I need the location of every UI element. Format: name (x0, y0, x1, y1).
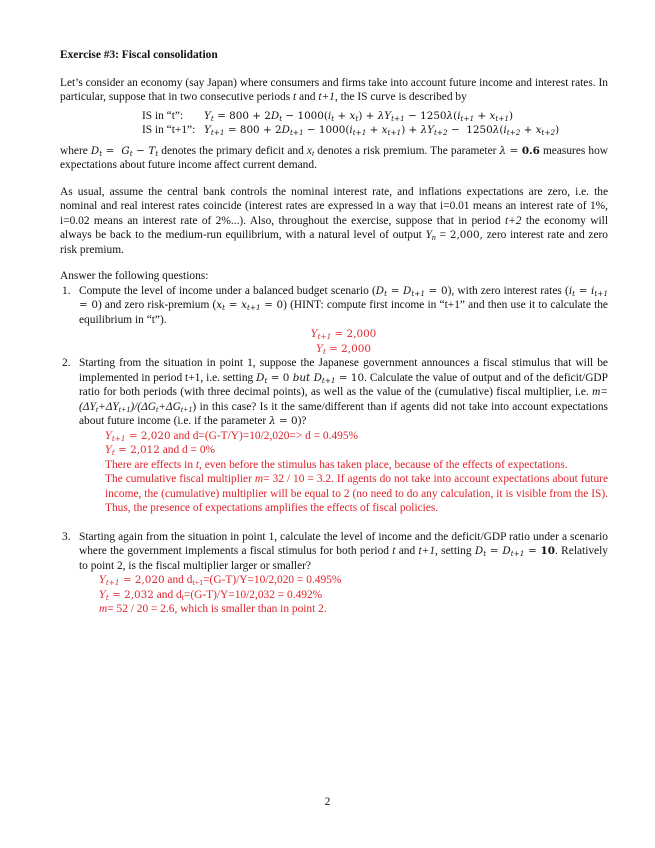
answer-3: $Y_{t+1} = 2,020$ and $d_{t+1}=(G-T)/Y=10/2,020 = 0.495\%$ $Y_t = 2,032$ and $d_t=(G-T)/Y=10/2,032 = 0.492\%$ m= 52 / 20 = 2.6, which is smaller than in point 2. (99, 574, 342, 615)
exercise-title: Exercise #3: Fiscal consolidation (60, 49, 218, 61)
question-3: 3. Starting again from the situation in point 1, calculate the level of income and the deficit/GDP ratio under a scenario where the government implements a fiscal stimulus for both period t and t+1, setting $D_t = D_{t+1} = 10$. Relatively to point 2, is the fiscal multiplier larger or smaller? $Y_{t+1} = 2,020$ and $d_{t+1}=(G-T)/Y=10/2,020 = 0.495\%$ $Y_t = 2,032$ and $d_t=(G-T)/Y=10/2,032 = 0.492\%$ m= 52 / 20 = 2.6, which is smaller than in point 2. (62, 530, 608, 615)
answer-1a: $Y_{t+1} = 2,000$ (310, 328, 377, 341)
intro-paragraph: Let’s consider an economy (say Japan) where consumers and firms take into account future income and interest rates. In particular, suppose that in two consecutive periods t and t+1, the IS curve is described by (60, 76, 608, 103)
document-page (60, 48, 608, 617)
page-number: 2 (324, 796, 331, 808)
question-1: 1. Compute the level of income under a balanced budget scenario $(D_t = D_{t+1} = 0)$, with zero interest rates $(i_t = i_{t+1} = 0)$ and zero risk-premium $(x_t = x_{t+1} = 0)$ (HINT: compute first income in “t+1” and then use it to calculate the equilibrium in “t”). $Y_{t+1} = 2,000$ $Y_t = 2,000$ (62, 284, 608, 356)
where-paragraph: where $D_t = G_t - T_t$ denotes the primary deficit and $x_t$ denotes a risk premium. The parameter λ = 0.6 measures how expectations about future income affect current demand. (60, 144, 608, 171)
is-equation-t: IS in “t”: $Y_t = 800 + 2D_t - 1000(i_t + x_t) + \lambda Y_{t+1} - 1250\lambda(i_{t+1} + x_{t+1})$ (142, 109, 514, 123)
is-equation-t1: IS in “t+1”: $Y_{t+1} = 800 + 2D_{t+1} - 1000(i_{t+1} + x_{t+1}) + \lambda Y_{t+2} - 1250\lambda(i_{t+2} + x_{t+2})$ (142, 124, 560, 137)
question-list (60, 284, 608, 617)
question-2: 2. Starting from the situation in point 1, suppose the Japanese government announces a fiscal stimulus that will be implemented in period t+1, i.e. setting $D_t = 0$ but $D_{t+1} = 10$. Calculate the value of output and of the deficit/GDP ratio for both periods (with three decimal points), as well as the value of the (cumulative) fiscal multiplier, i.e. $m=(\Delta Y_t+\Delta Y_{t+1})/(\Delta G_t+\Delta G_{t+1})$ in this case? Is it the same/different than if agents did not take into account expectations about future income (i.e. if the parameter λ = 0)? $Y_{t+1} = 2,020$ and d=(G-T/Y)=10/2,020=> d = 0.495% $Y_t = 2,012$ and d = 0% There are effects in t, even before the stimulus has taken place, because of the effects of expectations. The cumulative fiscal multiplier m= 32 / 10 = 3.2. If agents do not take into account expectations about future income, the (cumulative) multiplier will be equal to 2 (no need to do any calculation, it is visible from the IS). Thus, the presence of expectations amplifies the effects of fiscal policies. (62, 357, 609, 514)
answer-1b: $Y_t = 2,000$ (316, 342, 371, 356)
assumptions-paragraph: As usual, assume the central bank controls the nominal interest rate, and inflations expectations are zero, i.e. the nominal and real interest rates coincide (interest rates are expressed in a way that i=0.01 means an interest rate of 1%, i=0.02 means an interest rate of 2%...). Also, throughout the exercise, suppose that in period t+2 the economy will always be back to the medium-run equilibrium, with a natural level of output $Y_n = 2,000$, zero interest rate and zero risk premium. (60, 185, 609, 256)
answer-lead: Answer the following questions: (60, 270, 209, 282)
is-curve-equations (142, 109, 608, 138)
answer-2: $Y_{t+1} = 2,020$ and d=(G-T/Y)=10/2,020=> d = 0.495% $Y_t = 2,012$ and d = 0% There are effects in t, even before the stimulus has taken place, because of the effects of expectations. The cumulative fiscal multiplier m= 32 / 10 = 3.2. If agents do not take into account expectations about future income, the (cumulative) multiplier will be equal to 2 (no need to do any calculation, it is visible from the IS). Thus, the presence of expectations amplifies the effects of fiscal policies. (105, 429, 609, 514)
